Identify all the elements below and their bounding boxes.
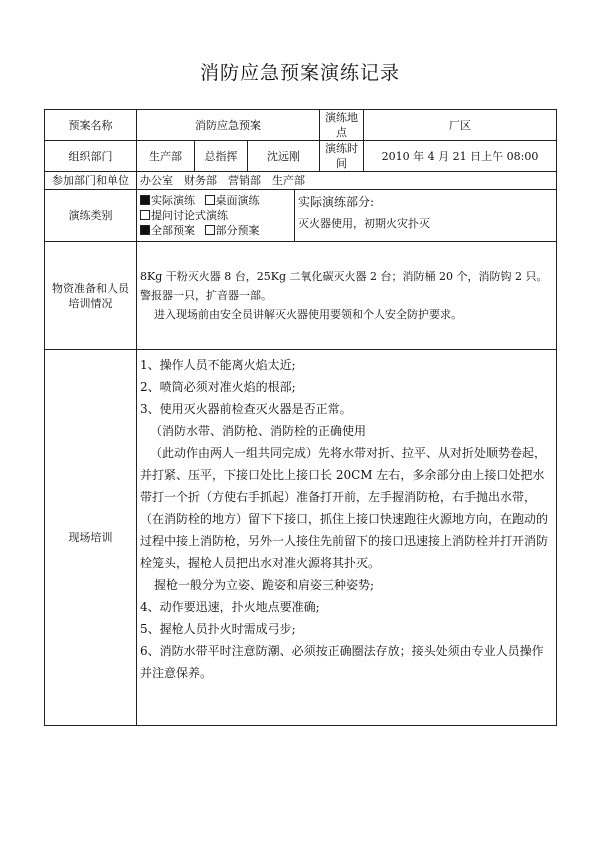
commander-value: 沈远刚 xyxy=(248,141,320,172)
training-item-4: 4、动作要迅速，扑火地点要准确; xyxy=(140,600,320,614)
training-content xyxy=(137,350,557,726)
time-value: 2010 年 4 月 21 日上午 08:00 xyxy=(364,141,557,172)
option-partial-plan[interactable]: 部分预案 xyxy=(205,224,260,237)
participants-label: 参加部门和单位 xyxy=(45,172,137,190)
page-title: 消防应急预案演练记录 xyxy=(199,62,400,84)
checkbox-empty-icon xyxy=(205,225,215,235)
training-grip-postures: 握枪一般分为立姿、跪姿和肩姿三种姿势; xyxy=(154,578,375,592)
materials-label: 物资准备和人员培训情况 xyxy=(45,242,137,350)
plan-name-label: 预案名称 xyxy=(45,110,137,141)
training-hose-steps: （此动作由两人一组共同完成）先将水带对折、拉平、从对折处顺势卷起，并打紧、压平，下接口处比上接口长 20CM 左右，多余部分由上接口处把水带打一个折（方使右手抓起）准备打开前，左手握消防枪，右手抛出水带，（在消防栓的地方）留下下接口，抓住上接口快速跑往火源地方向，在跑动的过程中接上消防枪，另外一人接住先前留下的接口迅速接上消防栓并打开消防栓笼头，握枪人员把出水对准火源将其扑灭。 xyxy=(140,446,549,570)
row-org xyxy=(45,141,557,172)
materials-line-1: 8Kg 干粉灭火器 8 台，25Kg 二氧化碳灭火器 2 台；消防桶 20 个，消防钩 2 只。警报器一只，扩音器一部。 xyxy=(140,270,548,302)
option-actual[interactable]: 实际演练 xyxy=(140,194,195,207)
row-training xyxy=(45,350,557,726)
org-dept-label: 组织部门 xyxy=(45,141,137,172)
actual-drill-part xyxy=(295,190,557,242)
training-item-1: 1、操作人员不能离火焰太近; xyxy=(140,358,296,372)
location-label: 演练地点 xyxy=(320,110,364,141)
option-full-plan[interactable]: 全部预案 xyxy=(140,224,195,237)
training-label: 现场培训 xyxy=(45,350,137,726)
checkbox-empty-icon xyxy=(140,210,150,220)
materials-content xyxy=(137,242,557,350)
plan-name-value: 消防应急预案 xyxy=(137,110,320,141)
org-dept-value: 生产部 xyxy=(137,141,195,172)
row-participants xyxy=(45,172,557,190)
checkbox-checked-icon xyxy=(140,225,150,235)
row-plan xyxy=(45,110,557,141)
option-tabletop[interactable]: 桌面演练 xyxy=(205,194,260,207)
training-item-6: 6、消防水带平时注意防潮、必须按正确圈法存放；接头处须由专业人员操作并注意保养。 xyxy=(140,644,544,680)
actual-part-label: 实际演练部分: xyxy=(298,195,375,209)
participants-value: 办公室 财务部 营销部 生产部 xyxy=(137,172,557,190)
drill-type-label: 演练类别 xyxy=(45,190,137,242)
row-materials xyxy=(45,242,557,350)
training-hose-heading: （消防水带、消防枪、消防栓的正确使用 xyxy=(150,424,367,438)
training-item-2: 2、喷筒必须对准火焰的根部; xyxy=(140,380,296,394)
materials-line-2: 进入现场前由安全员讲解灭火器使用要领和个人安全防护要求。 xyxy=(154,308,462,321)
drill-type-options xyxy=(137,190,295,242)
training-item-5: 5、握枪人员扑火时需成弓步; xyxy=(140,622,296,636)
commander-label: 总指挥 xyxy=(195,141,248,172)
row-drill-type xyxy=(45,190,557,242)
location-value: 厂区 xyxy=(364,110,557,141)
actual-part-value: 灭火器使用，初期火灾扑灭 xyxy=(298,217,430,230)
checkbox-checked-icon xyxy=(140,195,150,205)
drill-record-table xyxy=(44,109,557,726)
checkbox-empty-icon xyxy=(205,195,215,205)
time-label: 演练时间 xyxy=(320,141,364,172)
option-discussion[interactable]: 提问讨论式演练 xyxy=(140,209,228,222)
training-item-3: 3、使用灭火器前检查灭火器是否正常。 xyxy=(140,402,352,416)
